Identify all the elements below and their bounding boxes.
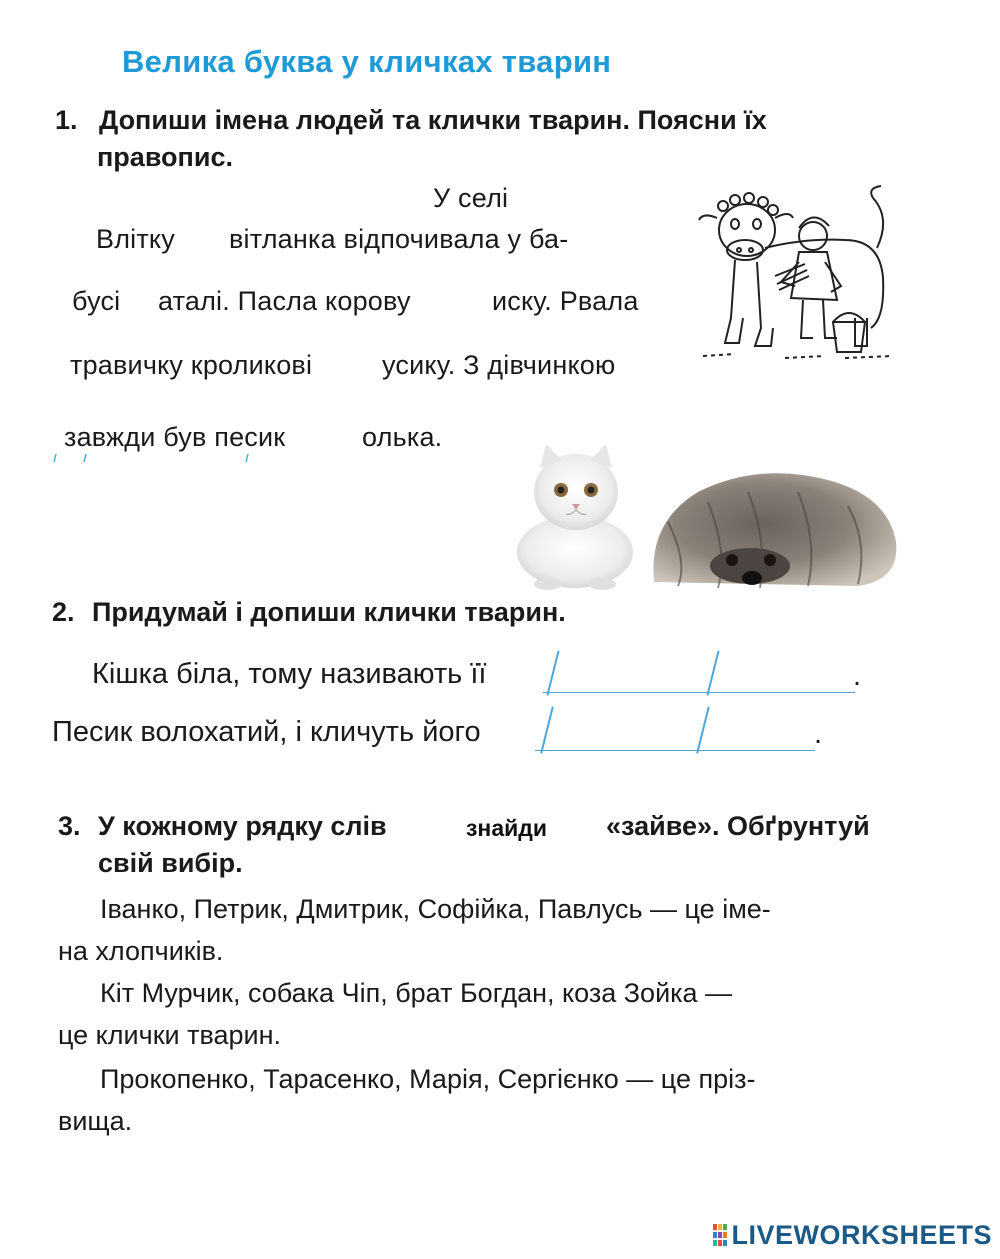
story-text-l4a: завжди був песик bbox=[64, 422, 286, 452]
task1-line1: Допиши імена людей та клички тварин. Поясни їх bbox=[99, 105, 767, 135]
blank-marks bbox=[50, 450, 390, 464]
liveworksheets-logo bbox=[713, 1220, 992, 1251]
task2-heading-text: Придумай і допиши клички тварин. bbox=[92, 597, 566, 627]
dog-name-input[interactable] bbox=[535, 714, 815, 751]
task1-number: 1. bbox=[55, 105, 78, 135]
task1-heading bbox=[55, 105, 767, 136]
blank-liska-input[interactable] bbox=[466, 288, 494, 316]
page-title: Велика буква у кличках тварин bbox=[122, 44, 612, 79]
task3-row2b: це клички тварин. bbox=[58, 1020, 282, 1050]
story-text-l3a: травичку кроликові bbox=[70, 350, 313, 380]
task3-line1a: У кожному рядку слів bbox=[98, 811, 387, 841]
story-text-l1a: Влітку bbox=[96, 224, 175, 254]
task2-heading bbox=[52, 597, 566, 628]
white-cat-photo bbox=[500, 440, 650, 590]
liveworksheets-logo-text: LIVEWORKSHEETS bbox=[731, 1220, 992, 1250]
story-text-l4b: олька. bbox=[362, 422, 443, 452]
liveworksheets-logo-icon bbox=[713, 1222, 727, 1244]
cat-name-input[interactable] bbox=[543, 656, 855, 693]
task3-row1b: на хлопчиків. bbox=[58, 936, 224, 966]
task3-line1c: «зайве». Обґрунтуй bbox=[606, 811, 870, 841]
story-text-l2c: иску. Рвала bbox=[492, 286, 639, 316]
task3-heading bbox=[58, 811, 387, 842]
blank-bolka-input[interactable] bbox=[337, 424, 365, 452]
task3-number: 3. bbox=[58, 811, 81, 841]
story-text-l1b: вітланка відпочивала у ба- bbox=[229, 224, 569, 254]
task3-line1b: знайди bbox=[466, 815, 547, 841]
task2-dot1: . bbox=[853, 660, 862, 692]
task2-line1: Кішка біла, тому називають її bbox=[92, 658, 487, 690]
story-text-l3b: усику. З дівчинкою bbox=[382, 350, 616, 380]
task1-line2: правопис. bbox=[97, 142, 233, 172]
task3-row3a[interactable]: Прокопенко, Тарасенко, Марія, Сергієнко — це пріз- bbox=[100, 1064, 756, 1094]
story-text-l2a: бусі bbox=[72, 286, 121, 316]
story-title: У селі bbox=[433, 183, 509, 213]
task3-row1a[interactable]: Іванко, Петрик, Дмитрик, Софійка, Павлусь — це іме- bbox=[100, 894, 771, 924]
task3-line2: свій вибір. bbox=[98, 848, 243, 878]
task2-number: 2. bbox=[52, 597, 75, 627]
task3-row2a[interactable]: Кіт Мурчик, собака Чіп, брат Богдан, коза Зойка — bbox=[100, 978, 733, 1008]
story-text-l2b: аталі. Пасла корову bbox=[158, 286, 411, 316]
task2-line2: Песик волохатий, і кличуть його bbox=[52, 716, 481, 748]
blank-svitlanka-input[interactable] bbox=[200, 224, 228, 252]
task3-row3b: вища. bbox=[58, 1106, 133, 1136]
task2-dot2: . bbox=[814, 718, 823, 750]
girl-with-cow-illustration bbox=[695, 178, 900, 363]
shaggy-dog-photo bbox=[648, 462, 900, 594]
